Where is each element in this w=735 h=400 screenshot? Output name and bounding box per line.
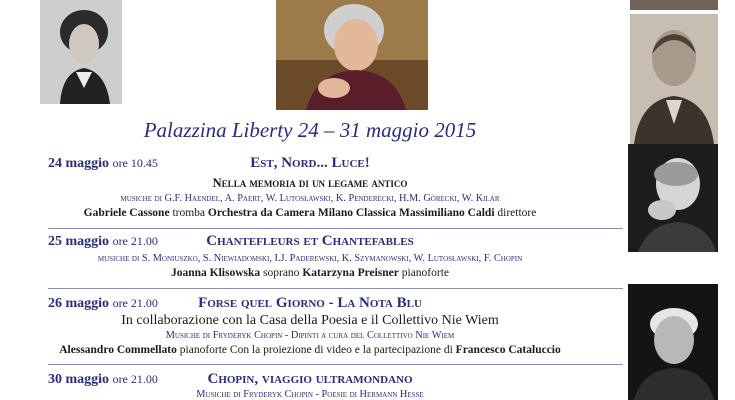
event-time: ore 21.00 xyxy=(112,234,158,248)
portrait-photo-iwaszkiewicz xyxy=(630,14,718,144)
event-collaboration: In collaborazione con la Casa della Poesia e il Collettivo Nie Wiem xyxy=(121,313,499,328)
portrait-photo-top-right xyxy=(630,0,718,10)
performer-name: Francesco Cataluccio xyxy=(455,344,561,356)
performer-name: Katarzyna Preisner xyxy=(302,267,399,279)
event-composers: musiche di G.F. Haendel, A. Paert, W. Lutosławski, K. Penderecki, H.M. Gòrecki, W. Kilar xyxy=(120,193,500,204)
event-time: ore 21.00 xyxy=(112,296,158,310)
performer-role: pianoforte Con la proiezione di video e la partecipazione di xyxy=(179,344,453,356)
performer-role: pianoforte xyxy=(401,267,450,279)
event-title: Chantefleurs et Chantefables xyxy=(206,233,414,249)
portrait-photo-herbert xyxy=(628,144,718,252)
performer-name: Alessandro Commellato xyxy=(59,344,177,356)
event-title: Forse quel Giorno - La Nota Blu xyxy=(198,295,422,311)
event-composers: Musiche di Fryderyk Chopin - Dipinti a cura del Collettivo Nie Wiem xyxy=(165,330,455,341)
portrait-photo-chopin xyxy=(40,0,122,104)
performer-role: direttore xyxy=(497,207,537,219)
event-date-day: 30 maggio xyxy=(48,372,110,387)
performer-name: Orchestra da Camera Milano Classica Massimiliano Caldi xyxy=(207,207,495,219)
performer-name: Gabriele Cassone xyxy=(83,207,170,219)
event-date-day: 25 maggio xyxy=(48,234,110,249)
performer-role: tromba xyxy=(172,207,206,219)
event-performers xyxy=(0,207,620,219)
portrait-photo-szymborska xyxy=(276,0,428,110)
event-composers: musiche di S. Moniuszko, S. Niewiadomski, I.J. Paderewski, K. Szymanowski, W. Lutosławski, F. Chopin xyxy=(97,253,523,264)
event-performers xyxy=(0,344,620,356)
divider xyxy=(48,288,623,289)
divider xyxy=(48,364,623,365)
event-date-day: 26 maggio xyxy=(48,296,110,311)
venue-heading: Palazzina Liberty 24 – 31 maggio 2015 xyxy=(143,118,477,142)
event-time: ore 10.45 xyxy=(112,156,158,170)
event-title: Chopin, viaggio ultramondano xyxy=(207,371,413,387)
divider xyxy=(48,228,623,229)
event-subtitle: Nella memoria di un legame antico xyxy=(212,176,408,190)
event-time: ore 21.00 xyxy=(112,372,158,386)
performer-name: Joanna Klisowska xyxy=(170,267,261,279)
event-date-day: 24 maggio xyxy=(48,156,110,171)
portrait-photo-zagajewski xyxy=(628,284,718,400)
event-title: Est, Nord... Luce! xyxy=(250,155,370,171)
event-performers xyxy=(0,267,620,279)
performer-role: soprano xyxy=(263,267,300,279)
event-composers: Musiche di Fryderyk Chopin - Poesie di Hermann Hesse xyxy=(196,389,424,400)
